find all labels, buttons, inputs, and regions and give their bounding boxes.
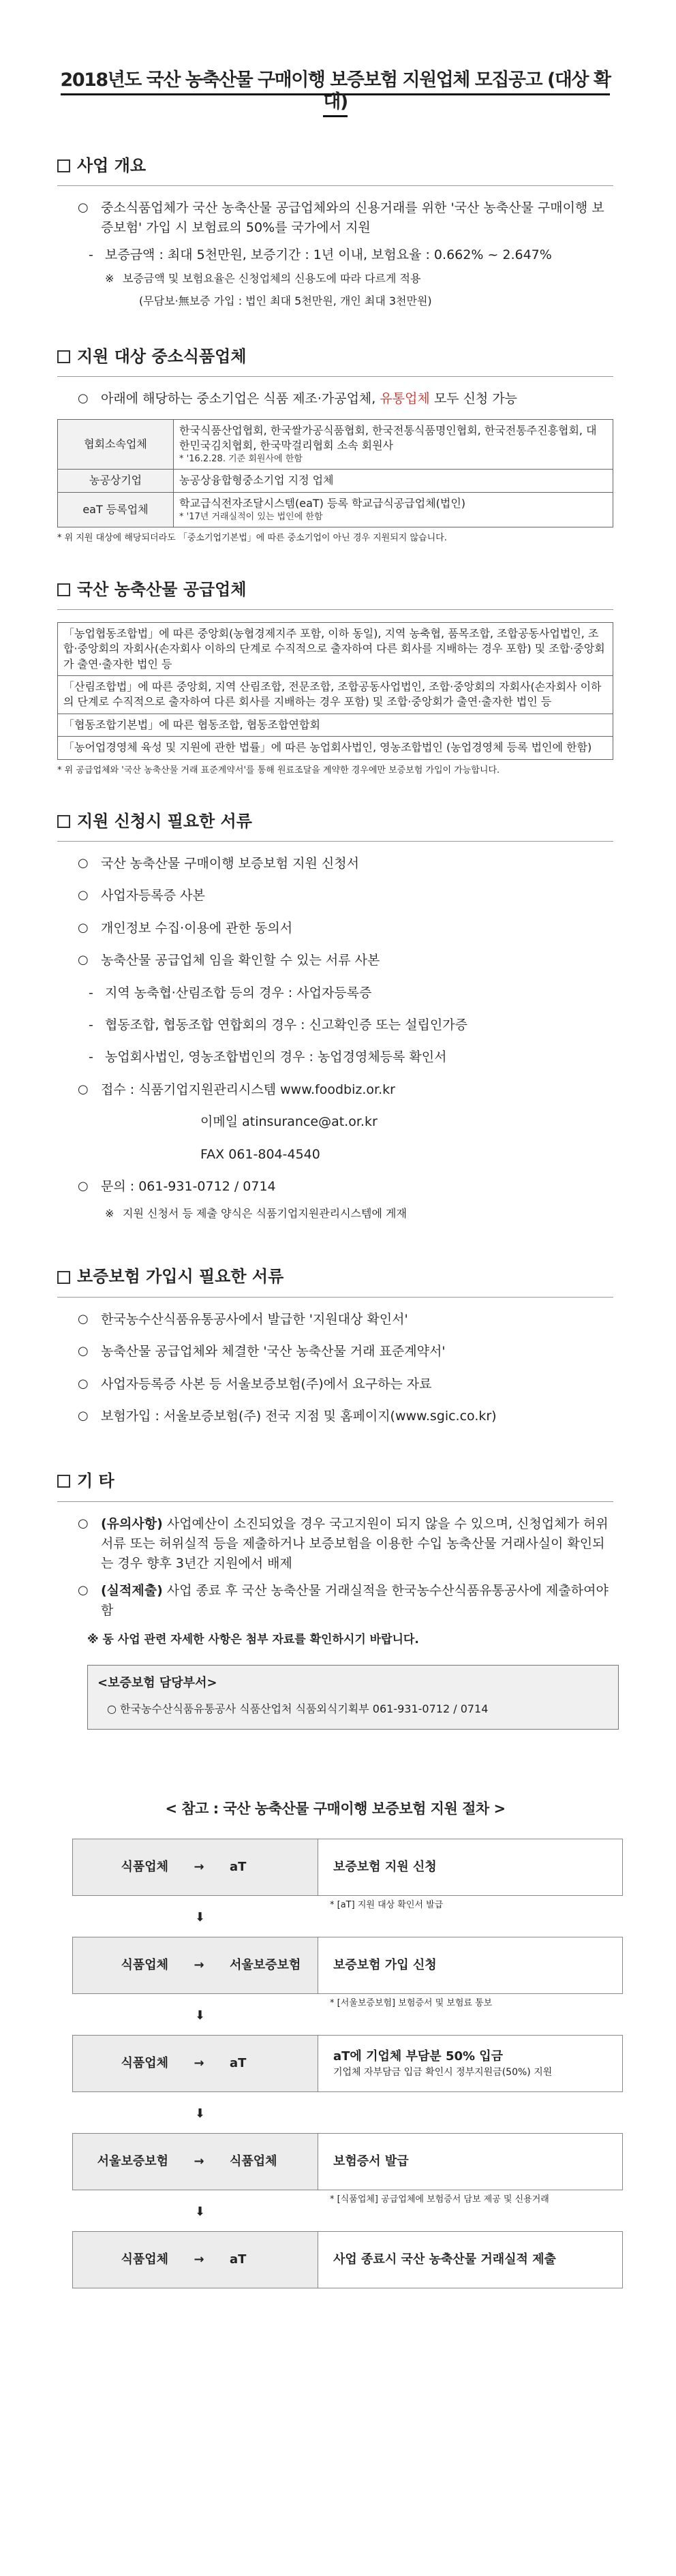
table-row: 「농업협동조합법」에 따른 중앙회(농협경제지주 포함, 이하 동일), 지역 농축협, 품목조합, 조합공동사업법인, 조합·중앙회의 자회사(손자회사 이하의 단계로 수직적으로 출자하여 다른 회사를 지배하는 경우 포함) 및 조합·중앙회가 출연·출자한 법인 등 (58, 622, 613, 675)
arrow-down-icon: ⬇ (195, 2205, 206, 2220)
section-heading: 기 타 (57, 1469, 613, 1494)
divider (57, 185, 613, 186)
arrow-right-icon: → (194, 1860, 204, 1875)
divider (57, 1297, 613, 1298)
arrow-right-icon: → (194, 2252, 204, 2267)
list-item: ○ 농축산물 공급업체 임을 확인할 수 있는 서류 사본 (78, 953, 380, 968)
section-heading: 국산 농축산물 공급업체 (57, 577, 613, 602)
table-row: eaT 등록업체 학교급식전자조달시스템(eaT) 등록 학교급식공급업체(법인) * '17년 거래실적이 있는 법인에 한함 (58, 492, 613, 527)
note: ※ 동 사업 관련 자세한 사항은 첨부 자료를 확인하시기 바랍니다. (87, 1632, 419, 1646)
list-item: ○ 국산 농축산물 구매이행 보증보험 지원 신청서 (78, 855, 359, 871)
list-item: - 농업회사법인, 영농조합법인의 경우 : 농업경영체등록 확인서 (89, 1049, 447, 1065)
process-step: 식품업체 → aT 보증보험 지원 신청 (72, 1839, 623, 1896)
table-footnote: * 위 공급업체와 '국산 농축산물 거래 표준계약서'를 통해 원료조달을 계약한 경우에만 보증보험 가입이 가능합니다. (57, 765, 500, 776)
list-item: - 지역 농축협·산림조합 등의 경우 : 사업자등록증 (89, 985, 372, 1000)
divider (57, 841, 613, 842)
arrow-down-icon: ⬇ (195, 1910, 206, 1925)
divider (57, 376, 613, 377)
list-item: ○ 사업자등록증 사본 (78, 888, 205, 904)
table-row: 농공상기업 농공상융합형중소기업 지정 업체 (58, 470, 613, 492)
arrow-down-icon: ⬇ (195, 2008, 206, 2023)
process-title: < 참고 : 국산 농축산물 구매이행 보증보험 지원 절차 > (165, 1800, 506, 1817)
table-row: 「농어업경영체 육성 및 지원에 관한 법률」에 따른 농업회사법인, 영농조합법인 (농업경영체 등록 법인에 한함) (58, 737, 613, 759)
list-item: ○ 농축산물 공급업체와 체결한 '국산 농축산물 거래 표준계약서' (78, 1344, 446, 1360)
section-etc (57, 1469, 613, 1649)
list-item: ○ 접수 : 식품기업지원관리시스템 www.foodbiz.or.kr (78, 1082, 395, 1097)
contact-box: <보증보험 담당부서> ○ 한국농수산식품유통공사 식품산업처 식품외식기획부 061-931-0712 / 0714 (87, 1665, 619, 1730)
note: ※ 보증금액 및 보험요율은 신청업체의 신용도에 따라 다르게 적용 (105, 272, 421, 286)
section-application-documents (57, 809, 613, 1223)
list-item: ○ 한국농수산식품유통공사에서 발급한 '지원대상 확인서' (78, 1311, 408, 1327)
list-item: ○ (실적제출) 사업 종료 후 국산 농축산물 거래실적을 한국농수산식품유통공사에 제출하여야 함 (78, 1582, 609, 1619)
table-row: 「협동조합기본법」에 따른 협동조합, 협동조합연합회 (58, 714, 613, 736)
list-item: ○ (유의사항) 사업예산이 소진되었을 경우 국고지원이 되지 않을 수 있으며, 신청업체가 허위서류 또는 허위실적 등을 제출하거나 보증보험을 이용한 수입 농축산물 거래사실이 확인되는 경우 향후 3년간 지원에서 배제 (78, 1516, 609, 1571)
checkbox-square-icon (57, 159, 70, 172)
divider (57, 1501, 613, 1502)
section-insurance-documents (57, 1264, 613, 1426)
submit-email: 이메일 atinsurance@at.or.kr (200, 1114, 378, 1130)
list-item: - 보증금액 : 최대 5천만원, 보증기간 : 1년 이내, 보험요율 : 0.662% ~ 2.647% (89, 247, 552, 262)
list-item: ○ 사업자등록증 사본 등 서울보증보험(주)에서 요구하는 자료 (78, 1376, 432, 1392)
checkbox-square-icon (57, 350, 70, 363)
list-item: - 협동조합, 협동조합 연합회의 경우 : 신고확인증 또는 설립인가증 (89, 1017, 467, 1033)
section-eligible-companies (57, 344, 613, 546)
divider (57, 609, 613, 610)
section-heading: 지원 신청시 필요한 서류 (57, 809, 613, 834)
checkbox-square-icon (57, 1271, 70, 1284)
process-step: 서울보증보험 → 식품업체 보험증서 발급 (72, 2133, 623, 2190)
table-row: 협회소속업체 한국식품산업협회, 한국쌀가공식품협회, 한국전통식품명인협회, 한국전통주진흥협회, 대한민국김치협회, 한국막걸리협회 소속 회원사 * '16.2.28. 기준 회원사에 한함 (58, 419, 613, 470)
arrow-down-icon: ⬇ (195, 2106, 206, 2121)
note: ※ 지원 신청서 등 제출 양식은 식품기업지원관리시스템에 게재 (105, 1206, 407, 1220)
list-item: ○ 중소식품업체가 국산 농축산물 공급업체와의 신용거래를 위한 '국산 농축산물 구매이행 보증보험' 가입 시 보험료의 50%를 국가에서 지원 (78, 200, 604, 236)
checkbox-square-icon (57, 583, 70, 596)
table-row: 「산림조합법」에 따른 중앙회, 지역 산림조합, 전문조합, 조합공동사업법인, 조합·중앙회의 자회사(손자회사 이하의 단계로 수직적으로 출자하여 다른 회사를 지배하는 경우 포함) 및 조합·중앙회가 출연·출자한 법인 등 (58, 675, 613, 714)
list-item: ○ 보험가입 : 서울보증보험(주) 전국 지점 및 홈페이지(www.sgic.co.kr) (78, 1408, 497, 1424)
process-flow: 식품업체 → aT 보증보험 지원 신청 ⬇ * [aT] 지원 대상 확인서 발급 식품업체 → 서울보증보험 보증보험 가입 신청 ⬇ * [서울보증보험] 보험증서 및 보험료 통보 식품업체 → aT aT에 기업체 부담분 50% 입금 기업체 자부담금 입금 확인시 정부지원금(50%) 지원 ⬇ 서울보증보험 → 식품업체 보험증서 발급 ⬇ * [식품업체] 공급업체에 보험증서 담보 제공 및 신용거래 식품업체 → aT 사업 종료시 국산 농축산물 거래실적 제출 (72, 1839, 623, 2288)
table-footnote: * 위 지원 대상에 해당되더라도 「중소기업기본법」에 따른 중소기업이 아닌 경우 지원되지 않습니다. (57, 533, 447, 544)
list-item: ○ 개인정보 수집·이용에 관한 동의서 (78, 920, 293, 936)
process-step: 식품업체 → 서울보증보험 보증보험 가입 신청 (72, 1937, 623, 1994)
section-heading: 사업 개요 (57, 153, 613, 179)
list-item: ○ 문의 : 061-931-0712 / 0714 (78, 1179, 276, 1195)
process-step: 식품업체 → aT 사업 종료시 국산 농축산물 거래실적 제출 (72, 2231, 623, 2288)
arrow-right-icon: → (194, 2154, 204, 2169)
page-title: 2018년도 국산 농축산물 구매이행 보증보험 지원업체 모집공고 (대상 확대) (57, 70, 613, 114)
section-heading: 지원 대상 중소식품업체 (57, 344, 613, 369)
arrow-right-icon: → (194, 1958, 204, 1973)
arrow-right-icon: → (194, 2056, 204, 2071)
section-heading: 보증보험 가입시 필요한 서류 (57, 1264, 613, 1289)
eligible-table (57, 419, 613, 528)
section-suppliers (57, 577, 613, 778)
suppliers-table (57, 622, 613, 760)
checkbox-square-icon (57, 815, 70, 828)
list-item: ○ 아래에 해당하는 중소기업은 식품 제조·가공업체, 유통업체 모두 신청 가능 (78, 391, 518, 407)
section-overview (57, 153, 613, 310)
checkbox-square-icon (57, 1475, 70, 1488)
submit-fax: FAX 061-804-4540 (200, 1146, 320, 1162)
process-step: 식품업체 → aT aT에 기업체 부담분 50% 입금 기업체 자부담금 입금 확인시 정부지원금(50%) 지원 (72, 2035, 623, 2092)
note: (무담보·無보증 가입 : 법인 최대 5천만원, 개인 최대 3천만원) (139, 294, 432, 308)
